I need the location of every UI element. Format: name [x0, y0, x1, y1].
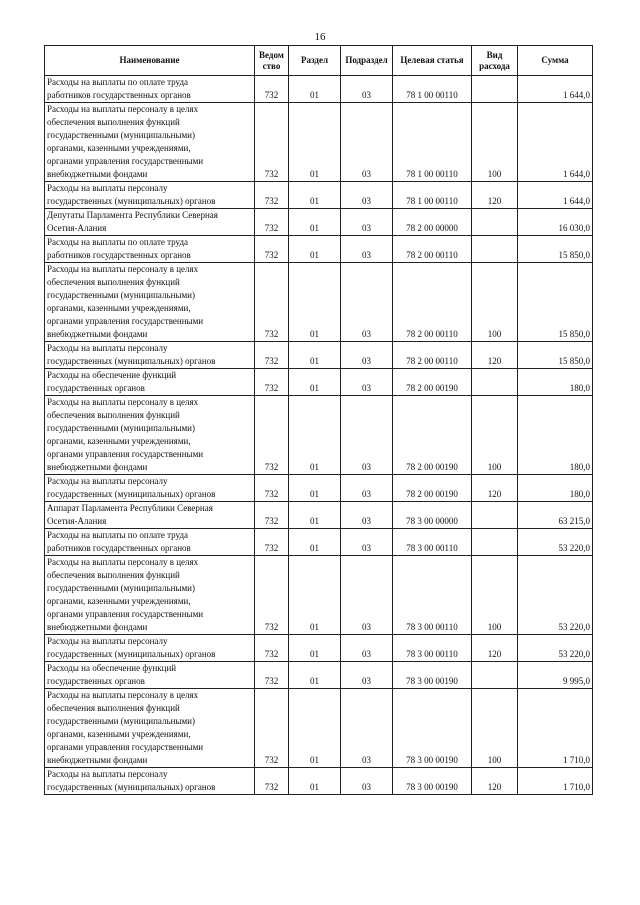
table-row: [45, 209, 593, 236]
budget-table: [44, 45, 593, 795]
name-line: государственными (муниципальными): [47, 583, 195, 593]
cell-expense-type: [472, 502, 518, 529]
name-line: Расходы на выплаты персоналу: [47, 343, 168, 353]
cell-sum: 15 850,0: [518, 236, 593, 263]
cell-podrazdel: 03: [341, 475, 393, 502]
cell-target-article: 78 2 00 00190: [393, 396, 472, 475]
name-line: работников государственных органов: [47, 250, 191, 260]
cell-target-article: 78 3 00 00110: [393, 556, 472, 635]
cell-sum: 180,0: [518, 369, 593, 396]
cell-razdel: 01: [289, 768, 341, 795]
cell-name: [45, 369, 255, 396]
name-line: Расходы на выплаты персоналу: [47, 636, 168, 646]
cell-target-article: 78 3 00 00000: [393, 502, 472, 529]
name-line: Аппарат Парламента Республики Северная: [47, 503, 213, 513]
cell-razdel: 01: [289, 529, 341, 556]
name-line: органами, казенными учреждениями,: [47, 729, 191, 739]
table-row: [45, 182, 593, 209]
name-line: Расходы на обеспечение функций: [47, 663, 177, 673]
cell-vedomstvo: 732: [255, 103, 289, 182]
cell-vedomstvo: 732: [255, 556, 289, 635]
cell-vedomstvo: 732: [255, 768, 289, 795]
cell-podrazdel: 03: [341, 236, 393, 263]
cell-razdel: 01: [289, 263, 341, 342]
cell-vedomstvo: 732: [255, 529, 289, 556]
cell-expense-type: [472, 369, 518, 396]
table-row: [45, 76, 593, 103]
table-row: [45, 475, 593, 502]
cell-expense-type: [472, 209, 518, 236]
name-line: органами, казенными учреждениями,: [47, 436, 191, 446]
header-podrazdel: Подраздел: [341, 46, 393, 76]
cell-name: [45, 768, 255, 795]
cell-sum: 180,0: [518, 396, 593, 475]
table-row: [45, 768, 593, 795]
cell-name: [45, 76, 255, 103]
cell-name: [45, 635, 255, 662]
cell-target-article: 78 2 00 00190: [393, 475, 472, 502]
cell-target-article: 78 3 00 00190: [393, 689, 472, 768]
table-row: [45, 369, 593, 396]
cell-name: [45, 502, 255, 529]
cell-name: [45, 236, 255, 263]
cell-razdel: 01: [289, 689, 341, 768]
cell-podrazdel: 03: [341, 529, 393, 556]
cell-name: [45, 103, 255, 182]
cell-expense-type: [472, 529, 518, 556]
cell-expense-type: 120: [472, 182, 518, 209]
name-line: государственных (муниципальных) органов: [47, 356, 216, 366]
name-line: государственных (муниципальных) органов: [47, 489, 216, 499]
cell-sum: 15 850,0: [518, 263, 593, 342]
cell-expense-type: 120: [472, 635, 518, 662]
cell-expense-type: 100: [472, 689, 518, 768]
name-line: органами управления государственными: [47, 316, 204, 326]
cell-podrazdel: 03: [341, 689, 393, 768]
cell-podrazdel: 03: [341, 103, 393, 182]
cell-razdel: 01: [289, 342, 341, 369]
header-sum: Сумма: [518, 46, 593, 76]
cell-vedomstvo: 732: [255, 475, 289, 502]
header-razdel: Раздел: [289, 46, 341, 76]
cell-target-article: 78 2 00 00190: [393, 369, 472, 396]
cell-sum: 1 644,0: [518, 76, 593, 103]
cell-razdel: 01: [289, 103, 341, 182]
page-number: 16: [314, 31, 326, 43]
cell-target-article: 78 3 00 00190: [393, 768, 472, 795]
cell-podrazdel: 03: [341, 635, 393, 662]
table-row: [45, 556, 593, 635]
cell-razdel: 01: [289, 396, 341, 475]
name-line: Расходы на выплаты по оплате труда: [47, 530, 189, 540]
cell-expense-type: 100: [472, 396, 518, 475]
name-line: государственных органов: [47, 676, 145, 686]
name-line: работников государственных органов: [47, 543, 191, 553]
cell-target-article: 78 1 00 00110: [393, 182, 472, 209]
cell-vedomstvo: 732: [255, 635, 289, 662]
table-row: [45, 396, 593, 475]
cell-expense-type: 120: [472, 475, 518, 502]
cell-expense-type: 100: [472, 263, 518, 342]
cell-razdel: 01: [289, 662, 341, 689]
cell-target-article: 78 3 00 00110: [393, 635, 472, 662]
cell-expense-type: 100: [472, 556, 518, 635]
cell-name: [45, 475, 255, 502]
name-line: Расходы на выплаты по оплате труда: [47, 77, 189, 87]
name-line: Расходы на выплаты по оплате труда: [47, 237, 189, 247]
cell-sum: 53 220,0: [518, 556, 593, 635]
name-line: обеспечения выполнения функций: [47, 570, 180, 580]
table-row: [45, 342, 593, 369]
cell-vedomstvo: 732: [255, 76, 289, 103]
cell-vedomstvo: 732: [255, 342, 289, 369]
name-line: государственными (муниципальными): [47, 423, 195, 433]
name-line: органами, казенными учреждениями,: [47, 303, 191, 313]
table-row: [45, 662, 593, 689]
table-row: [45, 529, 593, 556]
header-vedomstvo: Ведом ство: [255, 46, 289, 76]
cell-sum: 16 030,0: [518, 209, 593, 236]
name-line: Расходы на выплаты персоналу: [47, 769, 168, 779]
cell-name: [45, 396, 255, 475]
table-row: [45, 263, 593, 342]
cell-sum: 53 220,0: [518, 529, 593, 556]
name-line: обеспечения выполнения функций: [47, 117, 180, 127]
cell-razdel: 01: [289, 209, 341, 236]
name-line: Расходы на выплаты персоналу в целях: [47, 397, 199, 407]
cell-expense-type: [472, 236, 518, 263]
cell-expense-type: [472, 76, 518, 103]
name-line: внебюджетными фондами: [47, 622, 148, 632]
table-row: [45, 635, 593, 662]
name-line: внебюджетными фондами: [47, 755, 148, 765]
cell-razdel: 01: [289, 236, 341, 263]
cell-target-article: 78 2 00 00110: [393, 263, 472, 342]
table-header-row: [45, 46, 593, 76]
name-line: органами управления государственными: [47, 609, 204, 619]
cell-expense-type: 100: [472, 103, 518, 182]
name-line: государственными (муниципальными): [47, 716, 195, 726]
name-line: Расходы на выплаты персоналу в целях: [47, 690, 199, 700]
cell-razdel: 01: [289, 635, 341, 662]
cell-podrazdel: 03: [341, 263, 393, 342]
cell-vedomstvo: 732: [255, 209, 289, 236]
header-name: Наименование: [45, 46, 255, 76]
cell-sum: 53 220,0: [518, 635, 593, 662]
cell-sum: 1 710,0: [518, 768, 593, 795]
name-line: Осетия-Алания: [47, 223, 107, 233]
name-line: государственных (муниципальных) органов: [47, 649, 216, 659]
name-line: органами управления государственными: [47, 449, 204, 459]
name-line: государственными (муниципальными): [47, 130, 195, 140]
cell-name: [45, 689, 255, 768]
cell-vedomstvo: 732: [255, 396, 289, 475]
cell-vedomstvo: 732: [255, 502, 289, 529]
cell-name: [45, 529, 255, 556]
name-line: внебюджетными фондами: [47, 169, 148, 179]
cell-podrazdel: 03: [341, 342, 393, 369]
cell-name: [45, 209, 255, 236]
header-target-article: Целевая статья: [393, 46, 472, 76]
cell-sum: 9 995,0: [518, 662, 593, 689]
cell-target-article: 78 2 00 00110: [393, 342, 472, 369]
cell-razdel: 01: [289, 556, 341, 635]
cell-razdel: 01: [289, 76, 341, 103]
name-line: органами, казенными учреждениями,: [47, 596, 191, 606]
cell-sum: 1 710,0: [518, 689, 593, 768]
cell-vedomstvo: 732: [255, 662, 289, 689]
cell-vedomstvo: 732: [255, 263, 289, 342]
cell-expense-type: [472, 662, 518, 689]
cell-razdel: 01: [289, 502, 341, 529]
cell-razdel: 01: [289, 369, 341, 396]
name-line: государственных (муниципальных) органов: [47, 782, 216, 792]
cell-target-article: 78 2 00 00000: [393, 209, 472, 236]
name-line: Расходы на выплаты персоналу в целях: [47, 264, 199, 274]
name-line: Расходы на выплаты персоналу: [47, 476, 168, 486]
cell-podrazdel: 03: [341, 502, 393, 529]
cell-name: [45, 662, 255, 689]
cell-target-article: 78 3 00 00190: [393, 662, 472, 689]
name-line: государственных (муниципальных) органов: [47, 196, 216, 206]
cell-vedomstvo: 732: [255, 369, 289, 396]
name-line: Расходы на выплаты персоналу в целях: [47, 104, 199, 114]
table-row: [45, 236, 593, 263]
cell-target-article: 78 3 00 00110: [393, 529, 472, 556]
cell-vedomstvo: 732: [255, 182, 289, 209]
cell-expense-type: 120: [472, 768, 518, 795]
name-line: обеспечения выполнения функций: [47, 410, 180, 420]
cell-target-article: 78 1 00 00110: [393, 76, 472, 103]
name-line: работников государственных органов: [47, 90, 191, 100]
name-line: Расходы на обеспечение функций: [47, 370, 177, 380]
cell-sum: 15 850,0: [518, 342, 593, 369]
cell-name: [45, 342, 255, 369]
cell-podrazdel: 03: [341, 662, 393, 689]
cell-sum: 1 644,0: [518, 103, 593, 182]
cell-podrazdel: 03: [341, 209, 393, 236]
name-line: обеспечения выполнения функций: [47, 703, 180, 713]
name-line: внебюджетными фондами: [47, 462, 148, 472]
table-row: [45, 103, 593, 182]
name-line: внебюджетными фондами: [47, 329, 148, 339]
cell-vedomstvo: 732: [255, 236, 289, 263]
name-line: Осетия-Алания: [47, 516, 107, 526]
cell-podrazdel: 03: [341, 768, 393, 795]
header-expense-type: Вид расхода: [472, 46, 518, 76]
name-line: государственных органов: [47, 383, 145, 393]
cell-razdel: 01: [289, 475, 341, 502]
cell-podrazdel: 03: [341, 556, 393, 635]
cell-podrazdel: 03: [341, 182, 393, 209]
cell-podrazdel: 03: [341, 76, 393, 103]
cell-podrazdel: 03: [341, 396, 393, 475]
cell-target-article: 78 1 00 00110: [393, 103, 472, 182]
name-line: органами управления государственными: [47, 742, 204, 752]
cell-sum: 63 215,0: [518, 502, 593, 529]
cell-sum: 1 644,0: [518, 182, 593, 209]
name-line: Расходы на выплаты персоналу в целях: [47, 557, 199, 567]
cell-vedomstvo: 732: [255, 689, 289, 768]
cell-name: [45, 263, 255, 342]
cell-razdel: 01: [289, 182, 341, 209]
name-line: обеспечения выполнения функций: [47, 277, 180, 287]
name-line: государственными (муниципальными): [47, 290, 195, 300]
cell-name: [45, 556, 255, 635]
name-line: Расходы на выплаты персоналу: [47, 183, 168, 193]
cell-sum: 180,0: [518, 475, 593, 502]
table-row: [45, 502, 593, 529]
name-line: органами, казенными учреждениями,: [47, 143, 191, 153]
cell-expense-type: 120: [472, 342, 518, 369]
cell-target-article: 78 2 00 00110: [393, 236, 472, 263]
cell-name: [45, 182, 255, 209]
name-line: Депутаты Парламента Республики Северная: [47, 210, 218, 220]
name-line: органами управления государственными: [47, 156, 204, 166]
cell-podrazdel: 03: [341, 369, 393, 396]
table-row: [45, 689, 593, 768]
